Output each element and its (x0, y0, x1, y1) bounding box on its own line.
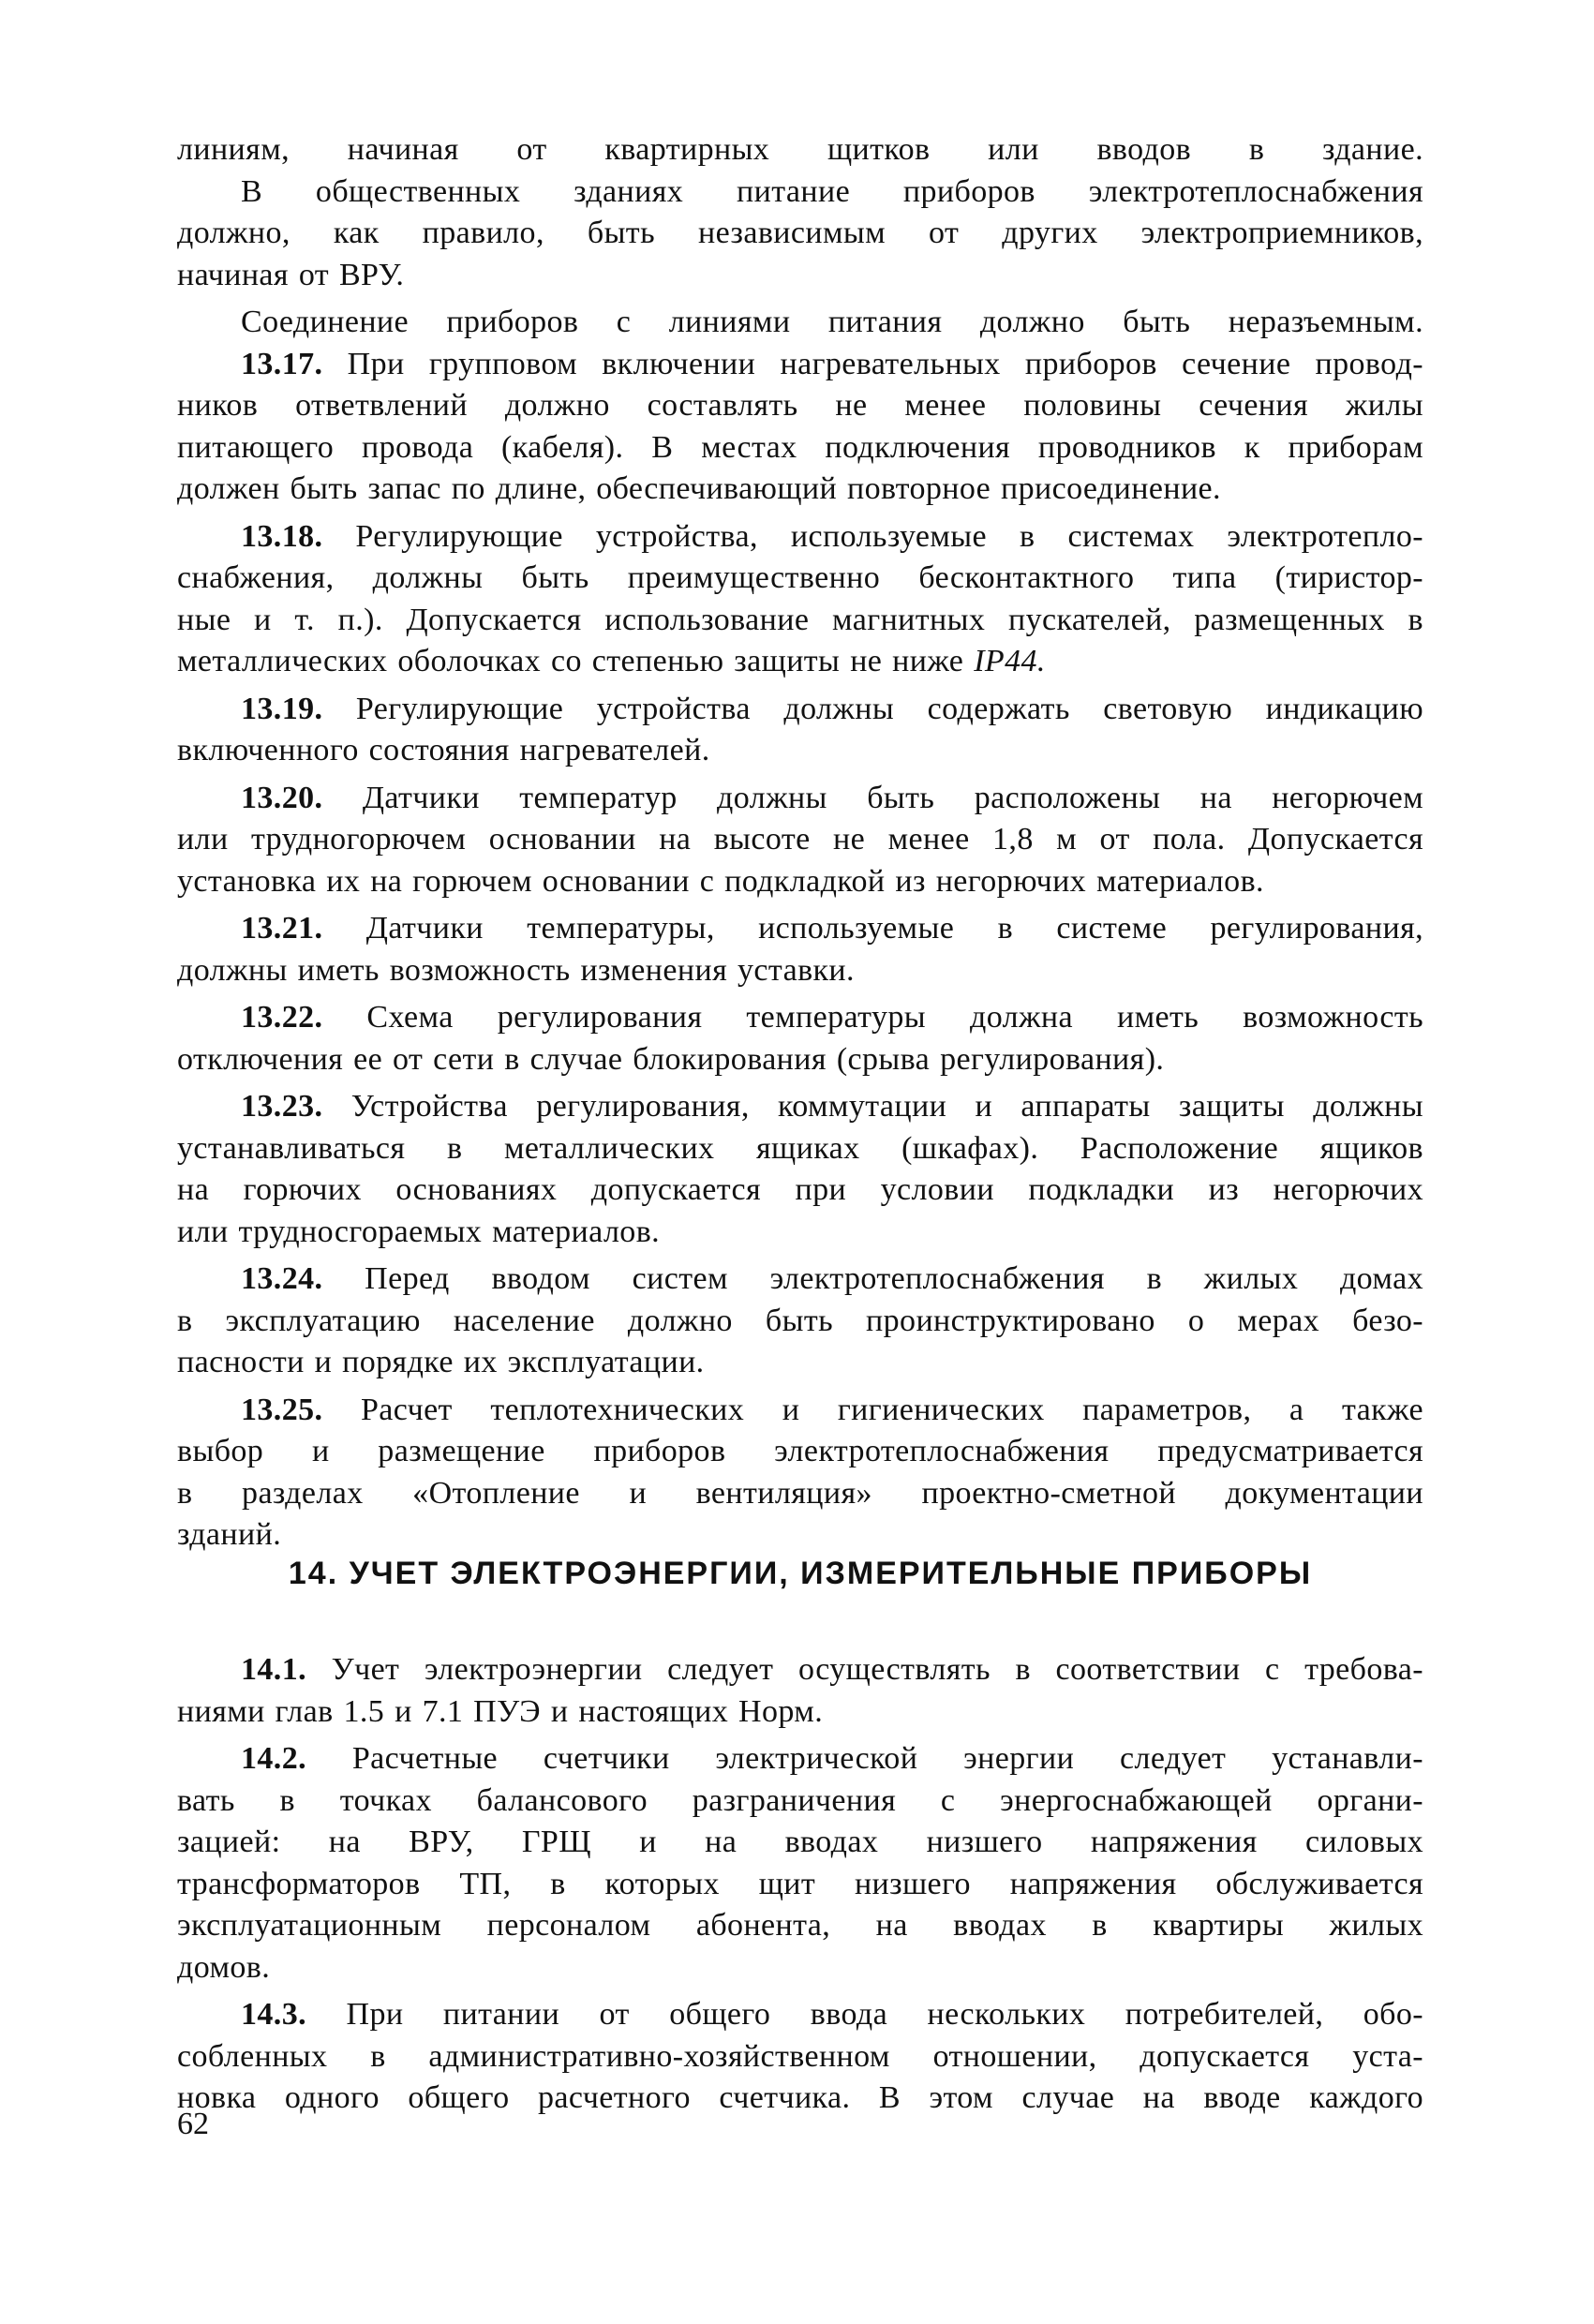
item-number: 13.22. (241, 1000, 323, 1035)
item-number: 13.19. (241, 691, 323, 726)
text-line: зацией: на ВРУ, ГРЩ и на вводах низшего напряжения силовых (177, 1825, 1423, 1859)
text-line: выбор и размещение приборов электротеплоснабжения предусматривается (177, 1434, 1423, 1468)
text-span: Расчетные счетчики электрической энергии следует устанавли- (351, 1741, 1423, 1776)
item-13-17-line (177, 344, 1423, 386)
text-line: или трудносгораемых материалов. (177, 1214, 661, 1249)
section-title: 14. УЧЕТ ЭЛЕКТРОЭНЕРГИИ, ИЗМЕРИТЕЛЬНЫЕ ПРИБОРЫ (288, 1556, 1313, 1591)
section-14 (177, 1649, 1423, 2120)
text-span: Устройства регулирования, коммутации и аппараты защиты должны (350, 1089, 1423, 1124)
text-span: металлических оболочках со степенью защиты не ниже (177, 644, 975, 678)
item-number: 13.20. (241, 780, 323, 815)
page-number: 62 (177, 2107, 209, 2141)
text-line: установка их на горючем основании с подкладкой из негорючих материалов. (177, 863, 1264, 899)
item-14-2-line (177, 1738, 1423, 1780)
text-line: ников ответвлений должно составлять не менее половины сечения жилы (177, 388, 1423, 423)
item-14-1-line (177, 1649, 1423, 1691)
text-line (177, 641, 1423, 683)
text-line: эксплуатационным персоналом абонента, на вводах в квартиры жилых (177, 1908, 1423, 1943)
text-line: устанавливаться в металлических ящиках (шкафах). Расположение ящиков (177, 1130, 1423, 1166)
text-line: должно, как правило, быть независимым от других электроприемников, (177, 216, 1423, 250)
text-line: снабжения, должны быть преимущественно бесконтактного типа (тиристор- (177, 560, 1423, 595)
text-line: зданий. (177, 1517, 282, 1552)
ip-rating: IP44. (974, 644, 1046, 678)
text-span: Учет электроэнергии следует осуществлять в соответствии с требова- (331, 1652, 1423, 1687)
text-line: начиная от ВРУ. (177, 257, 405, 292)
item-number: 13.25. (241, 1392, 323, 1427)
text-span: Датчики температуры, используемые в системе регулирования, (365, 911, 1424, 946)
text-line: на горючих основаниях допускается при условии подкладки из негорючих (177, 1172, 1423, 1207)
item-13-18-line (177, 516, 1423, 559)
item-13-23-line (177, 1086, 1423, 1128)
text-span: Датчики температур должны быть расположены на негорючем (362, 780, 1423, 815)
text-span: Схема регулирования температуры должна иметь возможность (366, 1000, 1423, 1035)
text-line: должны иметь возможность изменения уставки. (177, 952, 855, 988)
text-line: новка одного общего расчетного счетчика. В этом случае на вводе каждого (177, 2080, 1423, 2115)
text-span: При питании от общего ввода нескольких потребителей, обо- (346, 1997, 1423, 2032)
text-line: трансформаторов ТП, в которых щит низшего напряжения обслуживается (177, 1866, 1423, 1901)
text-line: ные и т. п.). Допускается использование магнитных пускателей, размещенных в (177, 602, 1423, 637)
text-line: В общественных зданиях питание приборов электротеплоснабжения (241, 173, 1423, 209)
text-line: отключения ее от сети в случае блокирования (срыва регулирования). (177, 1041, 1165, 1077)
text-line: включенного состояния нагревателей. (177, 733, 710, 767)
text-span: Расчет теплотехнических и гигиенических параметров, а также (360, 1392, 1423, 1427)
text-span: Перед вводом систем электротеплоснабжения в жилых домах (365, 1261, 1424, 1296)
text-line: в разделах «Отопление и вентиляция» проектно-сметной документации (177, 1475, 1423, 1511)
item-number: 13.24. (241, 1261, 323, 1296)
text-line: вать в точках балансового разграничения с энергоснабжающей органи- (177, 1782, 1423, 1818)
item-13-22-line (177, 997, 1423, 1039)
item-13-20-line (177, 778, 1423, 820)
text-span: Регулирующие устройства должны содержать световую индикацию (355, 691, 1423, 726)
text-line: или трудногорючем основании на высоте не менее 1,8 м от пола. Допускается (177, 822, 1423, 857)
paragraph-connection: Соединение приборов с линиями питания должно быть неразъемным. (241, 305, 1423, 339)
item-number: 13.21. (241, 911, 323, 946)
text-span: Регулирующие устройства, используемые в системах электротепло- (355, 518, 1423, 554)
item-number: 14.2. (241, 1741, 306, 1776)
item-number: 13.18. (241, 518, 323, 554)
item-number: 13.23. (241, 1089, 323, 1124)
text-line: собленных в административно-хозяйственном отношении, допускается уста- (177, 2038, 1423, 2074)
text-span: При групповом включении нагревательных приборов сечение провод- (347, 346, 1423, 381)
item-number: 14.1. (241, 1652, 306, 1687)
item-number: 13.17. (241, 346, 323, 381)
item-13-19-line (177, 689, 1423, 731)
text-line: домов. (177, 1949, 271, 1985)
text-line: должен быть запас по длине, обеспечивающий повторное присоединение. (177, 471, 1221, 506)
item-14-3-line (177, 1994, 1423, 2036)
text-line: линиям, начиная от квартирных щитков или вводов в здание. (177, 132, 1423, 167)
item-13-25-line (177, 1390, 1423, 1432)
item-number: 14.3. (241, 1997, 306, 2032)
text-line: пасности и порядке их эксплуатации. (177, 1345, 705, 1379)
text-line: питающего провода (кабеля). В местах подключения проводников к приборам (177, 429, 1423, 465)
text-line: в эксплуатацию население должно быть проинструктировано о мерах безо- (177, 1303, 1423, 1338)
section-13-continuation (177, 129, 1423, 1557)
item-13-21-line (177, 908, 1423, 950)
text-line: ниями глав 1.5 и 7.1 ПУЭ и настоящих Норм. (177, 1693, 824, 1729)
item-13-24-line (177, 1259, 1423, 1301)
